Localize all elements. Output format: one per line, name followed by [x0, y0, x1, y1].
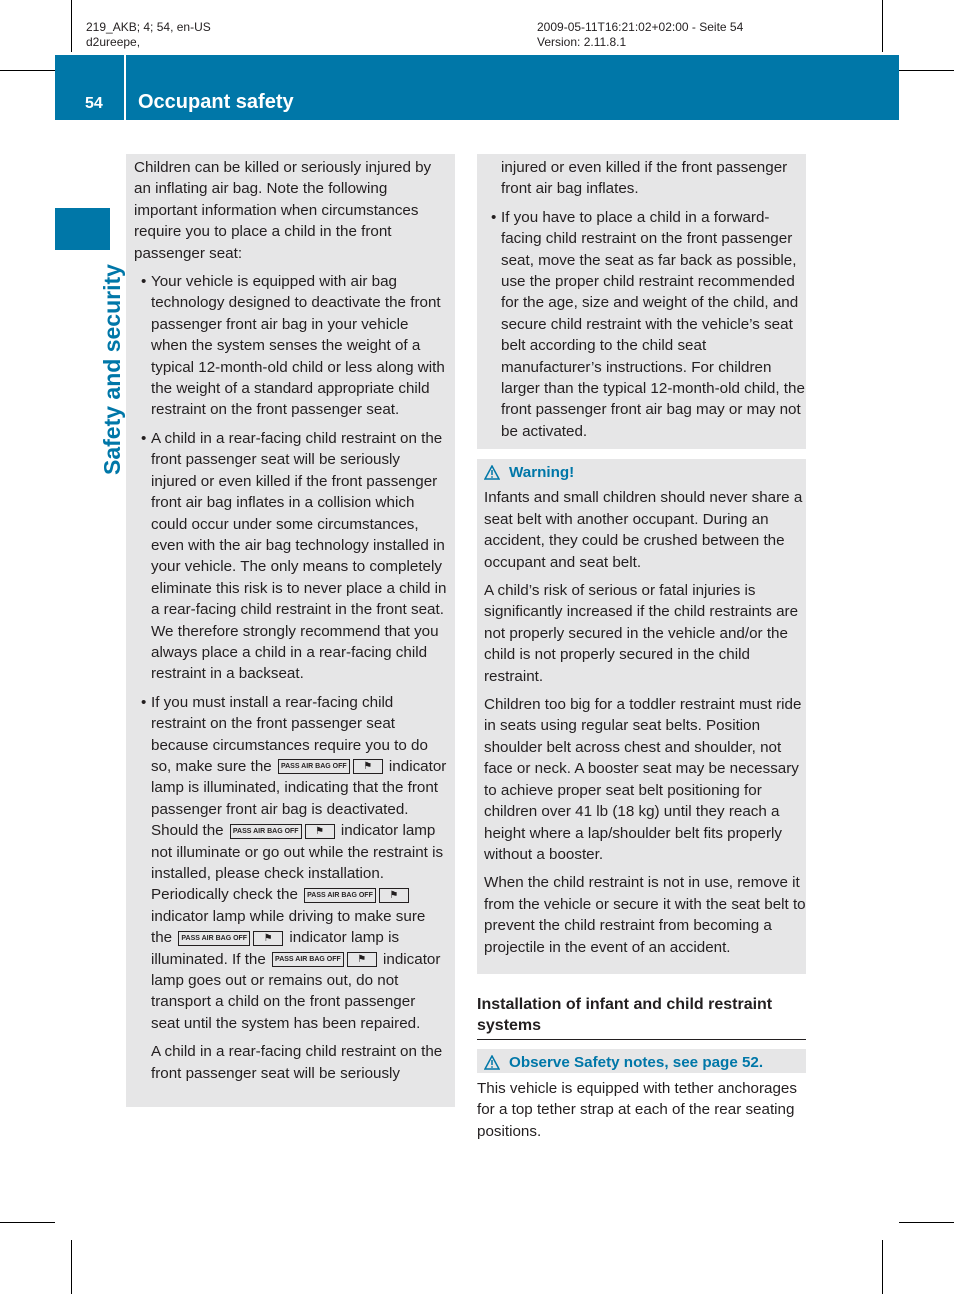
- right-top-box: [477, 154, 806, 449]
- pass-air-bag-off-lamp: [230, 824, 335, 839]
- text-run: indicator lamp goes out or remains out, do not transport a child on the front passenger seat until the system has been repaired.: [151, 950, 441, 1032]
- warning-paragraph: Infants and small children should never share a seat belt with another occupant. During an accident, they could be crushed between the occupant and seat belt.: [484, 489, 803, 571]
- child-seat-icon: ⚑: [379, 888, 409, 903]
- pass-air-bag-off-lamp: [278, 759, 383, 774]
- text-run: indicator lamp not illuminate or go out while the restraint is installed, please check installation. Periodically check the: [151, 822, 444, 904]
- intro-paragraph: Children can be killed or seriously injured by an inflating air bag. Note the following important information when circumstances require you to place a child in the front passenger seat:: [134, 159, 432, 262]
- observe-safety-note: [477, 1049, 806, 1073]
- lamp-label: PASS AIR BAG OFF: [272, 952, 344, 967]
- text-run: indicator lamp is illuminated, indicating that the front passenger front air bag is deactivated. Should the: [151, 757, 447, 840]
- print-meta-left: [86, 20, 211, 50]
- crop-mark: [899, 70, 954, 71]
- text-run: If you must install a rear-facing child restraint on the front passenger seat because circumstances require you to do so, make sure the: [151, 693, 428, 775]
- child-seat-icon: ⚑: [353, 759, 383, 774]
- child-seat-icon: ⚑: [347, 952, 377, 967]
- text-run: indicator lamp while driving to make sure the: [151, 907, 426, 947]
- observe-heading: [477, 1049, 806, 1073]
- warning-heading: [484, 462, 806, 483]
- section-tab: [55, 208, 110, 250]
- warning-title: Warning!: [509, 464, 575, 481]
- heading-rule: [477, 1039, 806, 1040]
- crop-mark: [0, 1222, 55, 1223]
- meta-right-line1: 2009-05-11T16:21:02+02:00 - Seite 54: [537, 20, 744, 34]
- page-header: [55, 55, 899, 120]
- list-item: [134, 692, 448, 1035]
- pass-air-bag-off-lamp: [178, 931, 283, 946]
- list-item: • A child in a rear-facing child restraint on the front passenger seat will be seriously injured or even killed if the front passenger front air bag inflates in a collision which could occur under some circumstances, even with the air bag technology installed in your vehicle. The only means to completely eliminate this risk is to never place a child in a rear-facing child restraint in the front seat. We therefore strongly recommend that you always place a child in a rear-facing child restraint in a backseat.: [134, 428, 448, 685]
- lamp-label: PASS AIR BAG OFF: [304, 888, 376, 903]
- crop-mark: [882, 0, 883, 52]
- continuation-paragraph: A child in a rear-facing child restraint on the front passenger seat will be seriously: [151, 1043, 443, 1082]
- child-seat-icon: ⚑: [253, 931, 283, 946]
- pass-air-bag-off-lamp: [272, 952, 377, 967]
- continuation-paragraph: injured or even killed if the front passenger front air bag inflates.: [501, 159, 788, 198]
- crop-mark: [71, 0, 72, 52]
- meta-left-line2: d2ureepe,: [86, 35, 141, 49]
- page-title: Occupant safety: [138, 91, 294, 113]
- header-divider: [124, 55, 126, 120]
- crop-mark: [0, 70, 55, 71]
- list-item: • Your vehicle is equipped with air bag technology designed to deactivate the front passenger front air bag in your vehicle when the system senses the weight of a typical 12-month-old child or less along with the weight of a standard appropriate child restraint on the front passenger seat.: [134, 271, 448, 421]
- page-number: 54: [85, 95, 103, 112]
- bullet-list: [134, 271, 448, 1034]
- warning-paragraph: Children too big for a toddler restraint must ride in seats using regular seat belts. Position shoulder belt across chest and shoulder, not face or neck. A booster seat may be necessary to achieve proper seat belt positioning for children over 41 lb (18 kg) until they reach a height where a lap/shoulder belt fits properly without a booster.: [484, 696, 802, 863]
- section-heading: Installation of infant and child restraint systems: [477, 996, 773, 1034]
- bullet-list: [484, 207, 806, 442]
- child-seat-icon: ⚑: [305, 824, 335, 839]
- lamp-label: PASS AIR BAG OFF: [230, 824, 302, 839]
- observe-link-text[interactable]: Observe Safety notes, see page 52.: [509, 1054, 764, 1071]
- lamp-label: PASS AIR BAG OFF: [278, 759, 350, 774]
- meta-right-line2: Version: 2.11.8.1: [537, 35, 627, 49]
- section-body: This vehicle is equipped with tether anchorages for a top tether strap at each of the rear seating positions.: [477, 1080, 797, 1140]
- warning-paragraph: A child’s risk of serious or fatal injuries is significantly increased if the child restraints are not properly secured in the vehicle and/or the child is not properly secured in the child restraint.: [484, 582, 799, 685]
- section-tab-label: Safety and security: [99, 264, 125, 475]
- warning-paragraph: When the child restraint is not in use, remove it from the vehicle or secure it with the seat belt to prevent the child restraint from becoming a projectile in the event of an accident.: [484, 874, 806, 956]
- crop-mark: [882, 1240, 883, 1294]
- crop-mark: [71, 1240, 72, 1294]
- meta-left-line1: 219_AKB; 4; 54, en-US: [86, 20, 211, 34]
- warning-box: [477, 459, 806, 974]
- pass-air-bag-off-lamp: [304, 888, 409, 903]
- warning-triangle-icon: [484, 465, 500, 480]
- lamp-label: PASS AIR BAG OFF: [178, 931, 250, 946]
- warning-triangle-icon: [484, 1055, 500, 1070]
- crop-mark: [899, 1222, 954, 1223]
- left-column: [126, 154, 455, 1107]
- print-meta-right: [537, 20, 743, 50]
- text-run: indicator lamp is illuminated. If the: [151, 929, 400, 968]
- list-item: • If you have to place a child in a forward-facing child restraint on the front passenger seat, move the seat as far back as possible, use the proper child restraint recommended for the age, size and weight of the child, and secure child restraint with the vehicle’s seat belt according to the child seat manufacturer’s instructions. For children larger than the typical 12-month-old child, the front passenger front air bag may or may not be activated.: [484, 207, 806, 442]
